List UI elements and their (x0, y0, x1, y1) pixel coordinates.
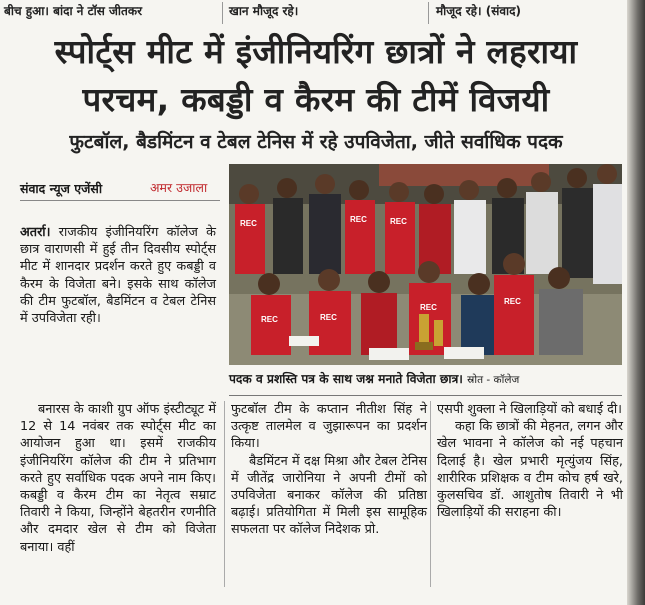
byline-rule (20, 200, 220, 201)
paragraph-6: कहा कि छात्रों की मेहनत, लगन और खेल भावना ने कॉलेज को नई पहचान दिलाई है। खेल प्रभारी मृत्युंजय सिंह, शारीरिक प्रशिक्षक व टीम कोच हर्ष खरे, कुलसचिव डॉ. आशुतोष तिवारी ने भी खिलाड़ियों की सराहना की। (437, 419, 623, 521)
photo-caption (229, 370, 622, 392)
paragraph-5: एसपी शुक्ला ने खिलाड़ियों को बधाई दी। (437, 402, 623, 417)
previous-articles-strip (0, 0, 630, 22)
prev-article-right-text: मौजूद रहे। (संवाद) (436, 4, 521, 18)
photo-source: स्रोत - कॉलेज (467, 374, 520, 386)
photo-caption-text: पदक व प्रशस्ति पत्र के साथ जश्न मनाते विजेता छात्र। (229, 372, 463, 386)
jersey-print: REC (420, 303, 437, 312)
column-divider (430, 401, 431, 587)
article-column-1-bottom (20, 401, 216, 556)
team-group-photo (229, 164, 622, 365)
headline-line-1: स्पोर्ट्स मीट में इंजीनियरिंग छात्रों ने लहराया (54, 32, 578, 71)
jersey-print: REC (320, 313, 337, 322)
caption-rule (229, 395, 622, 396)
article-column-2 (231, 401, 427, 539)
byline: संवाद न्यूज एजेंसी (20, 181, 103, 196)
page-fold-shadow (627, 0, 645, 605)
jersey-print: REC (390, 217, 407, 226)
paragraph-3: फुटबॉल टीम के कप्तान नीतीश सिंह ने उत्कृष्ट तालमेल व जुझारूपन का प्रदर्शन किया। (231, 402, 427, 452)
paragraph-4: बैडमिंटन में दक्ष मिश्रा और टेबल टेनिस में जीतेंद्र जारोनिया ने अपनी टीमों को उपविजेता बनाकर कॉलेज की प्रतिष्ठा बढ़ाई। प्रतियोगिता में मिली इस सामूहिक सफलता पर कॉलेज निदेशक प्रो. (231, 453, 427, 538)
subheadline: फुटबॉल, बैडमिंटन व टेबल टेनिस में रहे उपविजेता, जीते सर्वाधिक पदक (69, 131, 563, 153)
paragraph-1-text: राजकीय इंजीनियरिंग कॉलेज के छात्र वाराणसी में हुई तीन दिवसीय स्पोर्ट्स मीट में शानदार प्रदर्शन करते हुए कबड्डी व कैरम के विजेता बने। इसके साथ कॉलेज की टीम फुटबॉल, बैडमिंटन व टेबल टेनिस में उपविजेता रही। (20, 225, 216, 327)
jersey-print: REC (261, 315, 278, 324)
article-column-1-top (20, 224, 216, 327)
column-divider (224, 401, 225, 587)
jersey-print: REC (504, 297, 521, 306)
dateline: अतर्रा। (20, 225, 51, 240)
paragraph-2: बनारस के काशी ग्रुप ऑफ इंस्टीट्यूट में 12 से 14 नवंबर तक स्पोर्ट्स मीट का आयोजन हुआ था। इसमें राजकीय इंजीनियरिंग कॉलेज की टीम ने प्रतिभाग करते हुए सर्वाधिक पदक अपने नाम किए। कबड्डी व कैरम टीम का नेतृत्व सम्राट तिवारी ने किया, जिन्होंने बेहतरीन रणनीति और दमदार खेल से टीम को विजेता बनाया। वहीं (20, 402, 216, 555)
team-photo-illustration (229, 164, 622, 365)
article-column-3 (437, 401, 623, 521)
newspaper-name-stamp: अमर उजाला (150, 180, 208, 195)
column-separator (428, 2, 429, 24)
prev-article-middle-text: खान मौजूद रहे। (229, 4, 299, 18)
jersey-print: REC (240, 219, 257, 228)
prev-article-left-text: बीच हुआ। बांदा ने टॉस जीतकर (4, 4, 142, 18)
column-separator (222, 2, 223, 24)
headline-line-2: परचम, कबड्डी व कैरम की टीमें विजयी (82, 80, 550, 119)
jersey-print: REC (350, 215, 367, 224)
paragraph-intro (20, 224, 216, 327)
